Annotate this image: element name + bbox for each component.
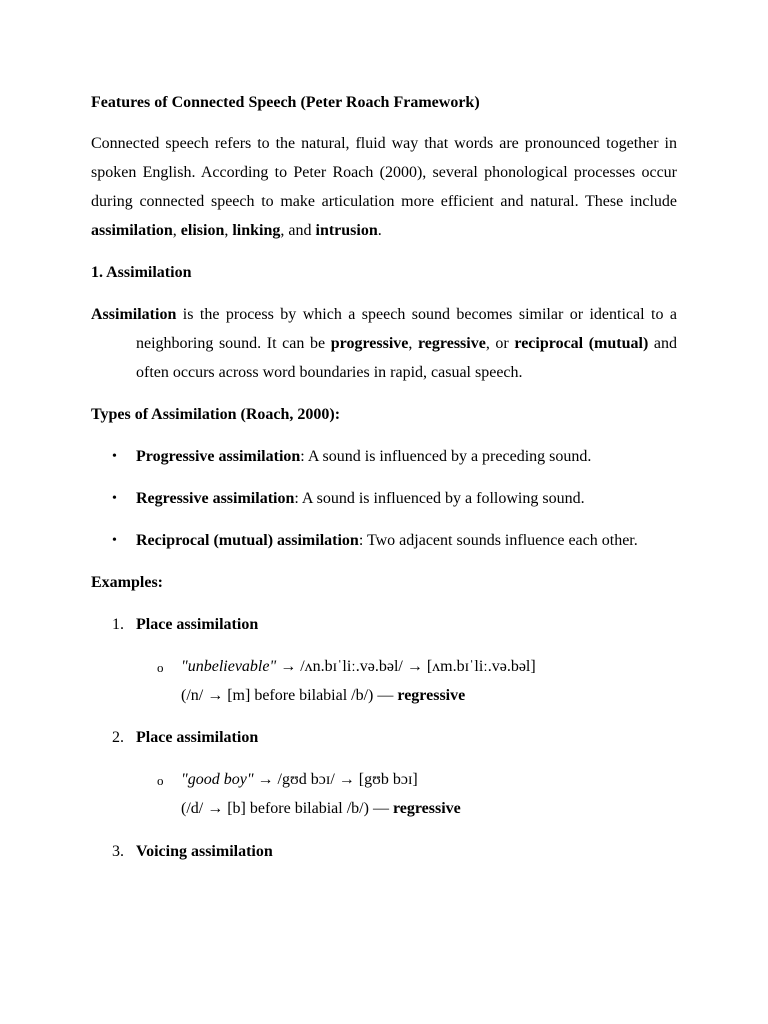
intro-line-4: assimilation, elision, linking, and intrusion. — [91, 222, 382, 239]
types-heading: Types of Assimilation (Roach, 2000): — [91, 406, 341, 423]
bullet-marker: • — [112, 491, 117, 506]
intro-line-1: Connected speech refers to the natural, fluid way that words are pronounced together in — [91, 135, 677, 152]
example-title: Voicing assimilation — [136, 843, 273, 860]
assimilation-def-line-2: neighboring sound. It can be progressive, regressive, or reciprocal (mutual) and — [136, 335, 678, 352]
example-number: 3. — [112, 843, 124, 860]
type-term: Reciprocal (mutual) assimilation — [136, 532, 359, 549]
bullet-marker: • — [112, 533, 117, 548]
section-heading-assimilation: 1. Assimilation — [91, 264, 192, 281]
circle-bullet-marker: o — [157, 773, 164, 788]
circle-bullet-marker: o — [157, 660, 164, 675]
example-number: 1. — [112, 616, 124, 633]
type-desc: : Two adjacent sounds influence each other. — [358, 532, 638, 549]
type-desc: : A sound is influenced by a following sound. — [294, 490, 585, 507]
example-note: (/d/ → [b] before bilabial /b/) — regressive — [181, 800, 461, 817]
example-note: (/n/ → [m] before bilabial /b/) — regressive — [181, 687, 466, 704]
intro-line-3: during connected speech to make articulation more efficient and natural. These include — [91, 193, 677, 210]
example-title: Place assimilation — [136, 616, 259, 633]
examples-heading: Examples: — [91, 574, 163, 591]
example-number: 2. — [112, 729, 124, 746]
type-desc: : A sound is influenced by a preceding sound. — [300, 448, 592, 465]
intro-line-2: spoken English. According to Peter Roach (2000), several phonological processes occur — [91, 164, 677, 181]
assimilation-def-line-3: often occurs across word boundaries in rapid, casual speech. — [136, 364, 523, 381]
type-term: Progressive assimilation — [136, 448, 301, 465]
example-transcription: "unbelievable" → /ʌn.bɪˈliː.və.bəl/ → [ʌm.bɪˈliː.və.bəl] — [181, 658, 536, 675]
example-transcription: "good boy" → /gʊd bɔɪ/ → [gʊb bɔɪ] — [181, 771, 418, 788]
assimilation-def-line-1: Assimilation is the process by which a speech sound becomes similar or identical to a — [91, 306, 677, 323]
type-term: Regressive assimilation — [136, 490, 295, 507]
document-title: Features of Connected Speech (Peter Roach Framework) — [91, 94, 480, 111]
example-title: Place assimilation — [136, 729, 259, 746]
bullet-marker: • — [112, 449, 117, 464]
